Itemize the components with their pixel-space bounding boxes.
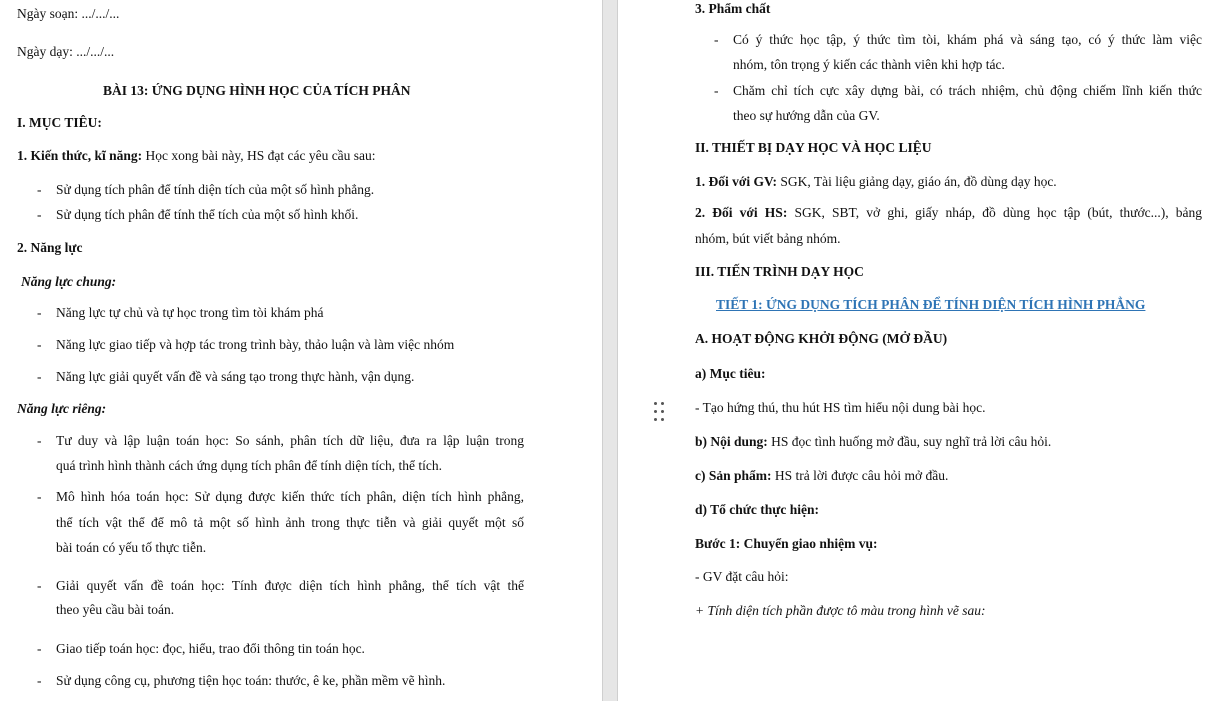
list-item: Tư duy và lập luận toán học: So sánh, phân tích dữ liệu, đưa ra lập luận trong <box>56 433 524 448</box>
list-item: Giải quyết vấn đề toán học: Tính được diện tích hình phẳng, thể tích vật thể <box>56 578 524 593</box>
san-pham-text: HS trả lời được câu hỏi mở đầu. <box>774 468 949 483</box>
noi-dung-label: b) Nội dung: <box>695 434 768 449</box>
kien-thuc-text: Học xong bài này, HS đạt các yêu cầu sau: <box>145 148 376 163</box>
kien-thuc-heading: 1. Kiến thức, kĩ năng: <box>17 148 143 163</box>
gv-text: SGK, Tài liệu giảng dạy, giáo án, đồ dùng dạy học. <box>780 174 1057 189</box>
list-item-continuation: nhóm, tôn trọng ý kiến các thành viên khi hợp tác. <box>733 57 1005 72</box>
page-edge <box>602 0 603 701</box>
list-item: Sử dụng công cụ, phương tiện học toán: thước, ê ke, phần mềm vẽ hình. <box>56 673 446 688</box>
list-item: Có ý thức học tập, ý thức tìm tòi, khám phá và sáng tạo, có ý thức làm việc <box>733 32 1202 47</box>
list-item-continuation: bài toán có yếu tố thực tiễn. <box>56 540 207 555</box>
bullet: - <box>37 369 42 384</box>
nang-luc-rieng-heading: Năng lực riêng: <box>17 401 107 416</box>
list-item: Năng lực tự chủ và tự học trong tìm tòi khám phá <box>56 305 324 320</box>
muc-tieu-heading: I. MỤC TIÊU: <box>17 115 102 130</box>
bullet: - <box>714 83 719 98</box>
san-pham-line <box>695 467 948 485</box>
list-item-continuation: theo sự hướng dẫn của GV. <box>733 108 880 123</box>
hs-label: 2. Đối với HS: <box>695 205 788 220</box>
kien-thuc-line <box>17 147 376 165</box>
ngay-soan: Ngày soạn: .../.../... <box>17 6 120 21</box>
right-page <box>618 0 1216 701</box>
bullet: - <box>37 578 42 593</box>
hoat-dong-heading: A. HOẠT ĐỘNG KHỞI ĐỘNG (MỞ ĐẦU) <box>695 331 948 346</box>
bullet: - <box>714 32 719 47</box>
bullet: - <box>37 641 42 656</box>
pham-chat-heading: 3. Phẩm chất <box>695 1 771 16</box>
list-item: Năng lực giao tiếp và hợp tác trong trình bày, thảo luận và làm việc nhóm <box>56 337 455 352</box>
bullet: - <box>37 433 42 448</box>
thiet-bi-heading: II. THIẾT BỊ DẠY HỌC VÀ HỌC LIỆU <box>695 140 932 155</box>
gv-line <box>695 173 1057 191</box>
ngay-day: Ngày dạy: .../.../... <box>17 44 115 59</box>
list-item-continuation: theo yêu cầu bài toán. <box>56 602 175 617</box>
drag-handle-icon[interactable] <box>653 401 667 423</box>
tiet-1-heading: TIẾT 1: ỨNG DỤNG TÍCH PHÂN ĐỂ TÍNH DIỆN TÍCH HÌNH PHẲNG <box>716 297 1146 312</box>
nang-luc-heading: 2. Năng lực <box>17 240 83 255</box>
list-item-continuation: thể tích vật thể để mô tả một số hình ảnh trong thực tiễn và giải quyết một số <box>56 515 524 530</box>
page-gutter <box>602 0 618 701</box>
lesson-title: BÀI 13: ỨNG DỤNG HÌNH HỌC CỦA TÍCH PHÂN <box>103 83 411 98</box>
bullet: - <box>37 673 42 688</box>
muc-tieu-label: a) Mục tiêu: <box>695 366 766 381</box>
noi-dung-line <box>695 433 1051 451</box>
hs-line <box>695 204 1202 222</box>
to-chuc-heading: d) Tổ chức thực hiện: <box>695 502 819 517</box>
left-page <box>0 0 602 701</box>
list-item: Sử dụng tích phân để tính diện tích của một số hình phẳng. <box>56 182 375 197</box>
noi-dung-text: HS đọc tình huống mở đầu, suy nghĩ trả lời câu hỏi. <box>771 434 1052 449</box>
tien-trinh-heading: III. TIẾN TRÌNH DẠY HỌC <box>695 264 864 279</box>
bullet: - <box>37 182 42 197</box>
list-item: Năng lực giải quyết vấn đề và sáng tạo trong thực hành, vận dụng. <box>56 369 415 384</box>
nang-luc-chung-heading: Năng lực chung: <box>21 274 117 289</box>
list-item-continuation: quá trình hình thành cách ứng dụng tích phân để tính diện tích, thể tích. <box>56 458 442 473</box>
list-item: Giao tiếp toán học: đọc, hiểu, trao đổi thông tin toán học. <box>56 641 365 656</box>
buoc-1-heading: Bước 1: Chuyển giao nhiệm vụ: <box>695 536 878 551</box>
gv-label: 1. Đối với GV: <box>695 174 777 189</box>
list-item: Chăm chỉ tích cực xây dựng bài, có trách nhiệm, chủ động chiếm lĩnh kiến thức <box>733 83 1202 98</box>
bullet: - <box>37 207 42 222</box>
bullet: - <box>37 337 42 352</box>
bullet: - <box>37 305 42 320</box>
san-pham-label: c) Sản phẩm: <box>695 468 772 483</box>
list-item: Sử dụng tích phân để tính thể tích của một số hình khối. <box>56 207 359 222</box>
hs-line-continuation: nhóm, bút viết bảng nhóm. <box>695 231 841 246</box>
hs-text: SGK, SBT, vở ghi, giấy nháp, đồ dùng học tập (bút, thước...), bảng <box>794 205 1203 220</box>
tinh-dien-tich: + Tính diện tích phần được tô màu trong hình vẽ sau: <box>695 603 986 618</box>
list-item: Mô hình hóa toán học: Sử dụng được kiến thức tích phân, diện tích hình phẳng, <box>56 489 524 504</box>
muc-tieu-text: - Tạo hứng thú, thu hút HS tìm hiểu nội dung bài học. <box>695 400 986 415</box>
bullet: - <box>37 489 42 504</box>
gv-dat-cau-hoi: - GV đặt câu hỏi: <box>695 569 789 584</box>
